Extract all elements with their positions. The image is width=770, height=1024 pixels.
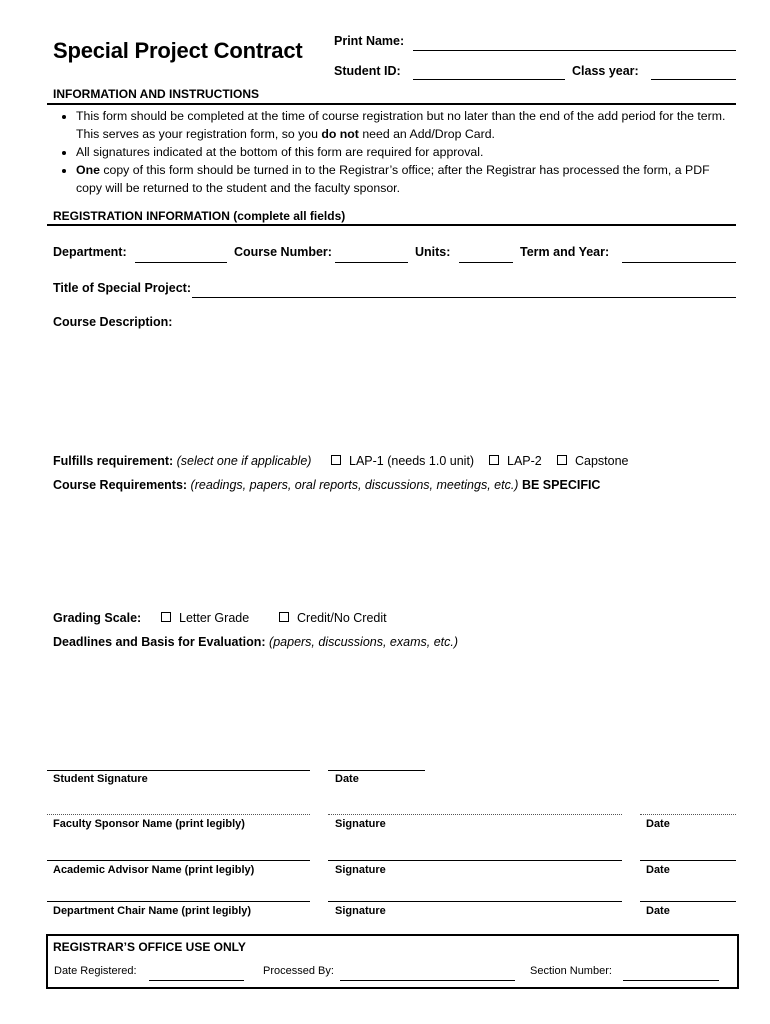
checkbox-icon[interactable] (331, 455, 341, 465)
advisor-name-line[interactable] (47, 860, 310, 861)
advisor-date-line[interactable] (640, 860, 736, 861)
class-year-label: Class year: (572, 64, 639, 78)
student-signature-label: Student Signature (53, 773, 148, 785)
project-title-field[interactable] (192, 297, 736, 298)
student-id-field[interactable] (413, 79, 565, 80)
letter-grade-option[interactable]: Letter Grade (161, 611, 249, 625)
faculty-signature-label: Signature (335, 818, 386, 830)
deadlines-row (53, 635, 458, 649)
faculty-date-line[interactable] (640, 814, 736, 815)
term-year-field[interactable] (622, 262, 736, 263)
advisor-signature-label: Signature (335, 864, 386, 876)
deadlines-label: Deadlines and Basis for Evaluation: (53, 635, 266, 649)
class-year-field[interactable] (651, 79, 736, 80)
units-field[interactable] (459, 262, 513, 263)
department-label: Department: (53, 245, 127, 259)
academic-advisor-label: Academic Advisor Name (print legibly) (53, 864, 255, 876)
section-rule (47, 103, 736, 105)
registration-heading: REGISTRATION INFORMATION (complete all fields) (53, 209, 346, 223)
registrar-heading: REGISTRAR’S OFFICE USE ONLY (53, 940, 246, 954)
fulfills-row (53, 454, 311, 468)
course-requirements-area[interactable] (53, 498, 736, 603)
checkbox-icon[interactable] (279, 612, 289, 622)
course-number-label: Course Number: (234, 245, 332, 259)
department-field[interactable] (135, 262, 227, 263)
section-rule (47, 224, 736, 226)
page-title: Special Project Contract (53, 38, 303, 63)
chair-date-label: Date (646, 905, 670, 917)
student-date-label: Date (335, 773, 359, 785)
processed-by-field[interactable] (340, 980, 515, 981)
deadlines-hint: (papers, discussions, exams, etc.) (269, 635, 459, 649)
grading-scale-label: Grading Scale: (53, 611, 142, 625)
deadlines-area[interactable] (53, 655, 736, 760)
list-item: • One copy of this form should be turned in to the Registrar’s office; after the Registrar has processed the form, a PDF copy will be returned to the student and the faculty sponsor. (76, 161, 736, 197)
date-registered-field[interactable] (149, 980, 244, 981)
list-item: • This form should be completed at the time of course registration but no later than the end of the add period for the term. This serves as your registration form, so you do not need an Add/Drop Card. (76, 107, 736, 143)
term-year-label: Term and Year: (520, 245, 610, 259)
date-registered-label: Date Registered: (54, 965, 137, 977)
checkbox-icon[interactable] (489, 455, 499, 465)
faculty-sponsor-label: Faculty Sponsor Name (print legibly) (53, 818, 245, 830)
course-description-label: Course Description: (53, 315, 173, 329)
student-id-label: Student ID: (334, 64, 401, 78)
instructions-list (58, 107, 736, 197)
instructions-heading: INFORMATION AND INSTRUCTIONS (53, 87, 259, 101)
section-number-field[interactable] (623, 980, 719, 981)
capstone-option[interactable]: Capstone (557, 454, 629, 468)
faculty-name-line[interactable] (47, 814, 310, 815)
course-description-area[interactable] (53, 335, 736, 445)
checkbox-icon[interactable] (557, 455, 567, 465)
credit-no-credit-option[interactable]: Credit/No Credit (279, 611, 387, 625)
chair-name-line[interactable] (47, 901, 310, 902)
chair-signature-line[interactable] (328, 901, 622, 902)
course-requirements-emphasis: BE SPECIFIC (521, 478, 601, 492)
faculty-date-label: Date (646, 818, 670, 830)
student-signature-line[interactable] (47, 770, 310, 771)
units-label: Units: (415, 245, 451, 259)
course-requirements-label: Course Requirements: (53, 478, 188, 492)
lap2-option[interactable]: LAP-2 (489, 454, 542, 468)
list-item: • All signatures indicated at the bottom of this form are required for approval. (76, 143, 736, 161)
print-name-label: Print Name: (334, 34, 405, 48)
print-name-field[interactable] (413, 50, 736, 51)
department-chair-label: Department Chair Name (print legibly) (53, 905, 252, 917)
fulfills-label: Fulfills requirement: (53, 454, 174, 468)
course-number-field[interactable] (335, 262, 408, 263)
course-requirements-hint: (readings, papers, oral reports, discussions, meetings, etc.) (190, 478, 519, 492)
fulfills-hint: (select one if applicable) (176, 454, 312, 468)
project-title-label: Title of Special Project: (53, 281, 192, 295)
advisor-signature-line[interactable] (328, 860, 622, 861)
faculty-signature-line[interactable] (328, 814, 622, 815)
chair-signature-label: Signature (335, 905, 386, 917)
chair-date-line[interactable] (640, 901, 736, 902)
registrar-box (46, 934, 739, 989)
course-requirements-row (53, 478, 600, 492)
student-date-line[interactable] (328, 770, 425, 771)
checkbox-icon[interactable] (161, 612, 171, 622)
processed-by-label: Processed By: (263, 965, 334, 977)
advisor-date-label: Date (646, 864, 670, 876)
section-number-label: Section Number: (530, 965, 612, 977)
lap1-option[interactable]: LAP-1 (needs 1.0 unit) (331, 454, 474, 468)
